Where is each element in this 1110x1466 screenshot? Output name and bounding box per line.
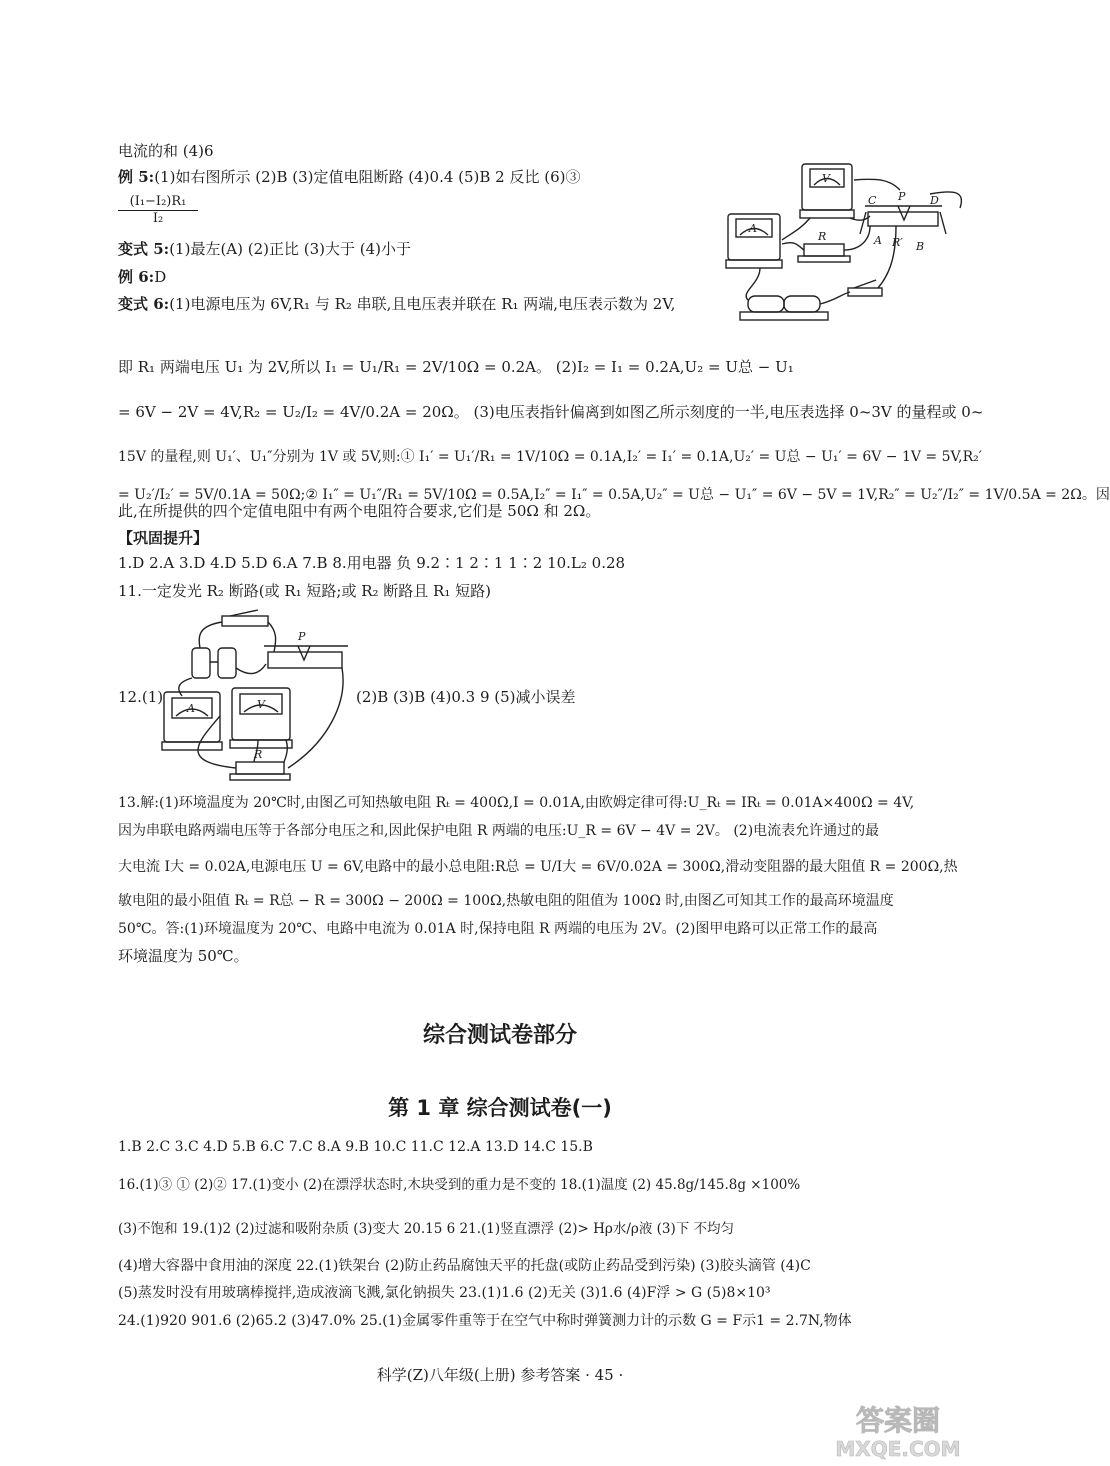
text-line: 24.(1)920 901.6 (2)65.2 (3)47.0% 25.(1)金属零件重等于在空气中称时弹簧测力计的示数 G = F示1 = 2.7N,物体 [118,1313,852,1329]
voltmeter-base [800,210,854,218]
text-line: (3)不饱和 19.(1)2 (2)过滤和吸附杂质 (3)变大 20.15 6 21.(1)竖直漂浮 (2)> Hρ水/ρ液 (3)下 不均匀 [118,1221,735,1237]
variant-6-line [118,293,675,315]
battery-cell [784,296,820,312]
text-line: 敏电阻的最小阻值 Rₜ = R总 − R = 300Ω − 200Ω = 100Ω,热敏电阻的阻值为 100Ω 时,由图乙可知其工作的最高环境温度 [118,893,894,909]
text-line: 15V 的量程,则 U₁′、U₁″分别为 1V 或 5V,则:① I₁′ = U₁′/R₁ = 1V/10Ω = 0.1A,I₂′ = I₁′ = 0.1A,U₂′ = U总 − U₁′ = 6V − 1V = 5V,R₂′ [118,449,982,465]
text-line: = U₂′/I₂′ = 5V/0.1A = 50Ω;② I₁″ = U₁″/R₁ = 5V/10Ω = 0.5A,I₂″ = I₁″ = 0.5A,U₂″ = U总 − U₁″ = 6V − 5V = 1V,R₂″ = U₂″/I₂″ = 1V/0.5A = 2Ω。因 [118,487,1110,503]
fig2-label: A [187,702,195,715]
q12-answers: (2)B (3)B (4)0.3 9 (5)减小误差 [356,688,576,706]
example-6-answer: D [154,268,167,286]
text-line: 此,在所提供的四个定值电阻中有两个电阻符合要求,它们是 50Ω 和 2Ω。 [118,502,601,520]
resistor [236,762,284,774]
label-example-5: 例 5: [118,168,155,186]
example-5-line [118,166,581,188]
variant-5-line [118,238,411,260]
text-line: (5)蒸发时没有用玻璃棒搅拌,造成液滴飞溅,氯化钠损失 23.(1)1.6 (2)无关 (3)1.6 (4)F浮 > G (5)8×10³ [118,1285,771,1301]
resistor-base [798,256,850,262]
example-6-line [118,266,166,288]
fig2-label: V [257,698,265,711]
circuit-figure-1 [720,160,970,330]
text-line: 1.B 2.C 3.C 4.D 5.B 6.C 7.C 8.A 9.B 10.C 11.C 12.A 13.D 14.C 15.B [118,1139,593,1155]
battery-cell [218,648,236,678]
fig1-label: C [868,194,877,207]
rheostat-slider [298,646,310,660]
label-example-6: 例 6: [118,268,155,286]
label-variant-6: 变式 6: [118,295,170,313]
fig1-label: P [898,190,906,203]
watermark-bottom-text: MXQE.COM [835,1437,961,1461]
chapter-title: 第 1 章 综合测试卷(一) [388,1096,612,1120]
fig2-label: P [298,630,306,643]
text-line: 11.一定发光 R₂ 断路(或 R₁ 短路;或 R₂ 断路且 R₁ 短路) [118,582,491,600]
circuit-figure-2 [158,612,358,787]
ammeter-base [726,260,782,268]
section-title: 综合测试卷部分 [422,1023,577,1048]
switch-lever [854,280,876,288]
battery-cell [748,296,784,312]
circuit-figure-2-svg [158,612,358,787]
rheostat-slider [898,206,910,220]
watermark-logo [808,1400,988,1462]
fig1-label: R′ [892,236,903,249]
text-line: = 6V − 2V = 4V,R₂ = U₂/I₂ = 4V/0.2A = 20Ω。 (3)电压表指针偏离到如图乙所示刻度的一半,电压表选择 0~3V 的量程或 0~ [118,403,984,421]
variant-6-text: (1)电源电压为 6V,R₁ 与 R₂ 串联,且电压表并联在 R₁ 两端,电压表示数为 2V, [169,295,676,313]
fig1-label: B [916,240,925,253]
battery-box [740,312,828,320]
text-line: 因为串联电路两端电压等于各部分电压之和,因此保护电阻 R 两端的电压:U_R = 6V − 4V = 2V。 (2)电流表允许通过的最 [118,823,880,839]
fig1-label: R [818,230,827,243]
voltmeter-base [230,740,292,748]
fig1-label: D [930,194,939,207]
ammeter-base [162,742,222,750]
section-consolidation-title: 【巩固提升】 [118,529,209,547]
text-line: 电流的和 (4)6 [118,142,214,160]
variant-5-answer: (1)最左(A) (2)正比 (3)大于 (4)小于 [169,240,412,258]
fig1-label: A [749,222,757,235]
fig1-label: A [874,234,882,247]
text-line: 50℃。答:(1)环境温度为 20℃、电路中电流为 0.01A 时,保持电阻 R 两端的电压为 2V。(2)图甲电路可以正常工作的最高 [118,921,878,937]
text-line: 1.D 2.A 3.D 4.D 5.D 6.A 7.B 8.用电器 负 9.2∶1 2∶1 1∶2 10.L₂ 0.28 [118,554,626,572]
fig2-label: R [254,748,263,761]
watermark-top-text: 答案圈 [855,1404,941,1437]
text-line: 13.解:(1)环境温度为 20℃时,由图乙可知热敏电阻 Rₜ = 400Ω,I = 0.01A,由欧姆定律可得:U_Rₜ = IRₜ = 0.01A×400Ω = 4V, [118,795,915,811]
resistor-base [230,774,290,780]
resistor [804,244,844,256]
battery-cell [192,648,210,678]
circuit-figure-1-svg [720,160,970,330]
q12-label: 12.(1) [118,688,164,706]
text-line: (4)增大容器中食用油的深度 22.(1)铁架台 (2)防止药品腐蚀天平的托盘(或防止药品受到污染) (3)胶头滴管 (4)C [118,1258,811,1274]
fig1-label: V [822,172,830,185]
page-footer: 科学(Z)八年级(上册) 参考答案 · 45 · [376,1366,624,1384]
text-line: 环境温度为 50℃。 [118,947,249,965]
switch-base [222,616,268,626]
text-line: 即 R₁ 两端电压 U₁ 为 2V,所以 I₁ = U₁/R₁ = 2V/10Ω = 0.2A。 (2)I₂ = I₁ = 0.2A,U₂ = U总 − U₁ [118,358,794,376]
fraction-numerator: (I₁−I₂)R₁ [118,194,198,211]
text-line: 大电流 I大 = 0.02A,电源电压 U = 6V,电路中的最小总电阻:R总 = U/I大 = 6V/0.02A = 300Ω,滑动变阻器的最大阻值 R = 200Ω,热 [118,859,958,875]
example-5-answer: (1)如右图所示 (2)B (3)定值电阻断路 (4)0.4 (5)B 2 反比 (6)③ [154,168,581,186]
fraction-denominator: I₂ [152,211,164,226]
label-variant-5: 变式 5: [118,240,170,258]
switch-base [848,288,882,296]
fraction-example-5 [118,194,198,227]
text-line: 16.(1)③ ① (2)② 17.(1)变小 (2)在漂浮状态时,木块受到的重力是不变的 18.(1)温度 (2) 45.8g/145.8g ×100% [118,1177,801,1193]
rheostat-coil [268,652,342,668]
switch-lever [230,610,258,616]
watermark-logo-svg [808,1400,988,1462]
